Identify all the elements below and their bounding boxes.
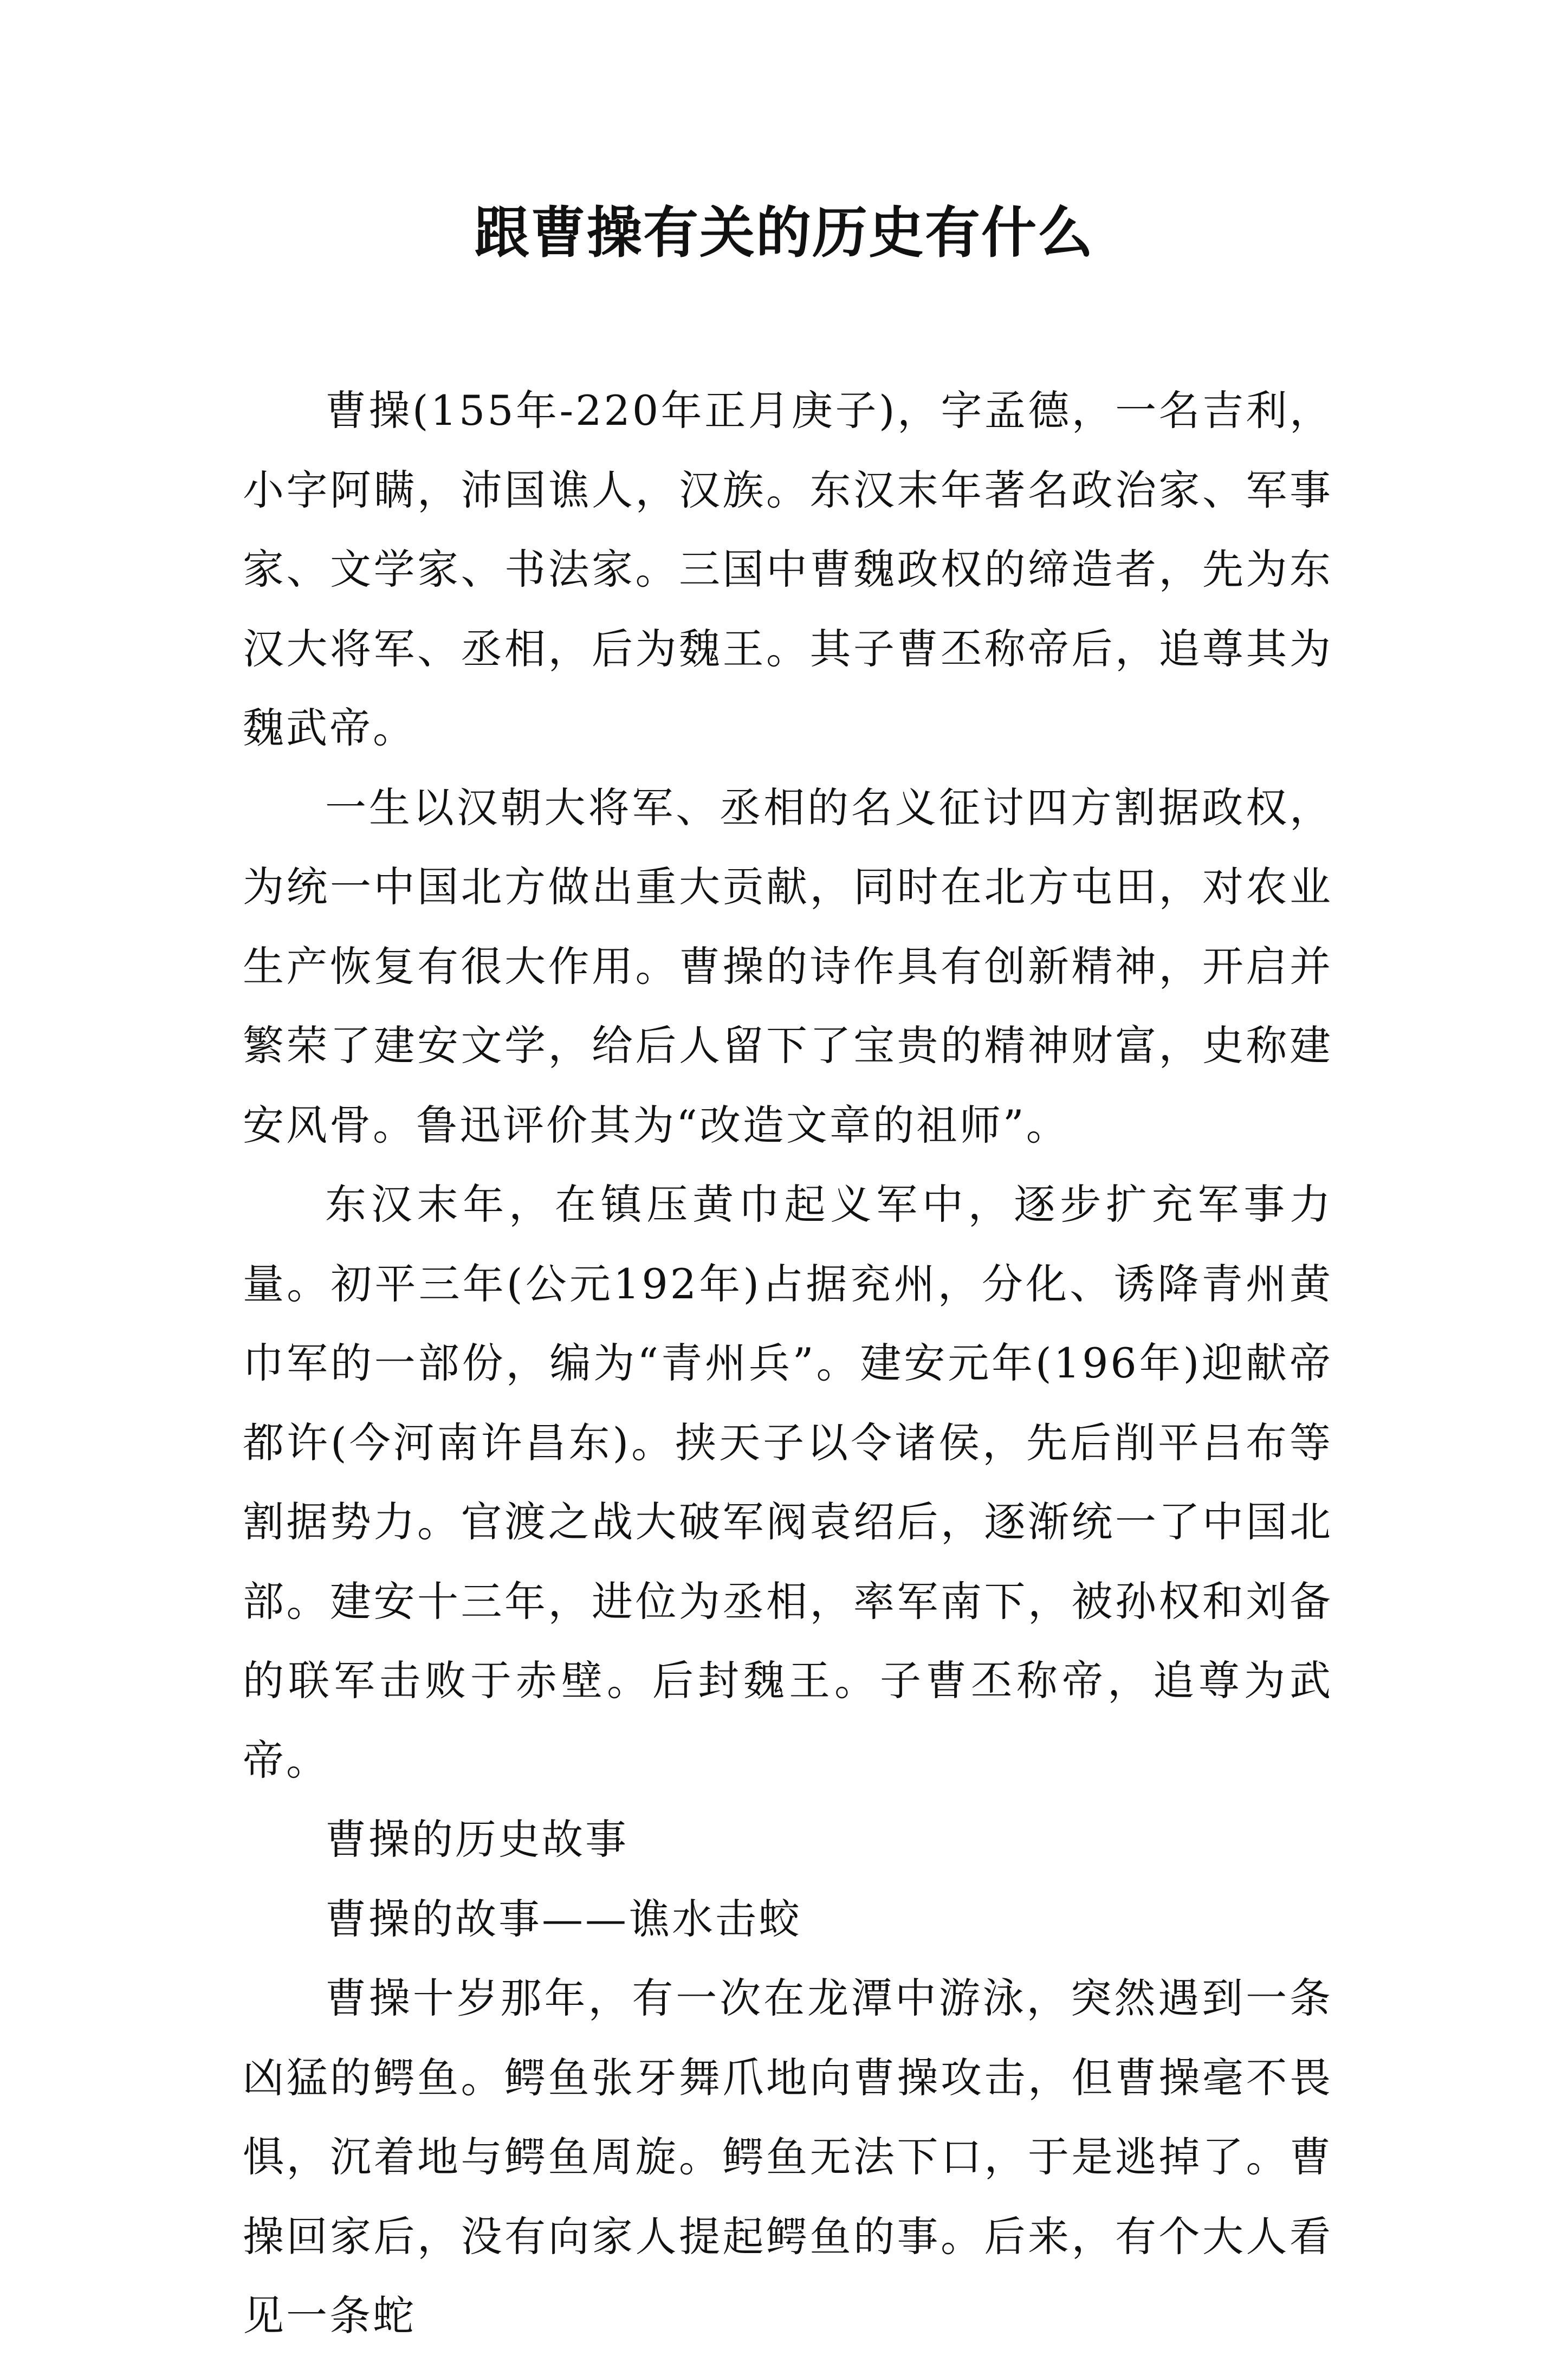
paragraph-intro: 曹操(155年-220年正月庚子)，字孟德，一名吉利，小字阿瞒，沛国谯人，汉族。东汉末年著名政治家、军事家、文学家、书法家。三国中曹魏政权的缔造者，先为东汉大将军、丞相，后为魏王。其子曹丕称帝后，追尊其为魏武帝。 (243, 386, 1333, 752)
paragraph-history: 东汉末年，在镇压黄巾起义军中，逐步扩充军事力量。初平三年(公元192年)占据兖州，分化、诱降青州黄巾军的一部份，编为“青州兵”。建安元年(196年)迎献帝都许(今河南许昌东)。挟天子以令诸侯，先后削平吕布等割据势力。官渡之战大破军阀袁绍后，逐渐统一了中国北部。建安十三年，进位为丞相，率军南下，被孙权和刘备的联军击败于赤壁。后封魏王。子曹丕称帝，追尊为武帝。 (243, 1180, 1333, 1784)
document-body (243, 371, 1333, 2356)
paragraph-story: 曹操十岁那年，有一次在龙潭中游泳，突然遇到一条凶猛的鳄鱼。鳄鱼张牙舞爪地向曹操攻击，但曹操毫不畏惧，沉着地与鳄鱼周旋。鳄鱼无法下口，于是逃掉了。曹操回家后，没有向家人提起鳄鱼的事。后来，有个大人看见一条蛇 (243, 1974, 1333, 2340)
paragraph-achievements: 一生以汉朝大将军、丞相的名义征讨四方割据政权，为统一中国北方做出重大贡献，同时在北方屯田，对农业生产恢复有很大作用。曹操的诗作具有创新精神，开启并繁荣了建安文学，给后人留下了宝贵的精神财富，史称建安风骨。鲁迅评价其为“改造文章的祖师”。 (243, 783, 1333, 1149)
story-heading: 曹操的故事——谯水击蛟 (325, 1894, 802, 1943)
document-title: 跟曹操有关的历史有什么 (474, 200, 1094, 266)
section-heading-stories: 曹操的历史故事 (325, 1815, 629, 1863)
